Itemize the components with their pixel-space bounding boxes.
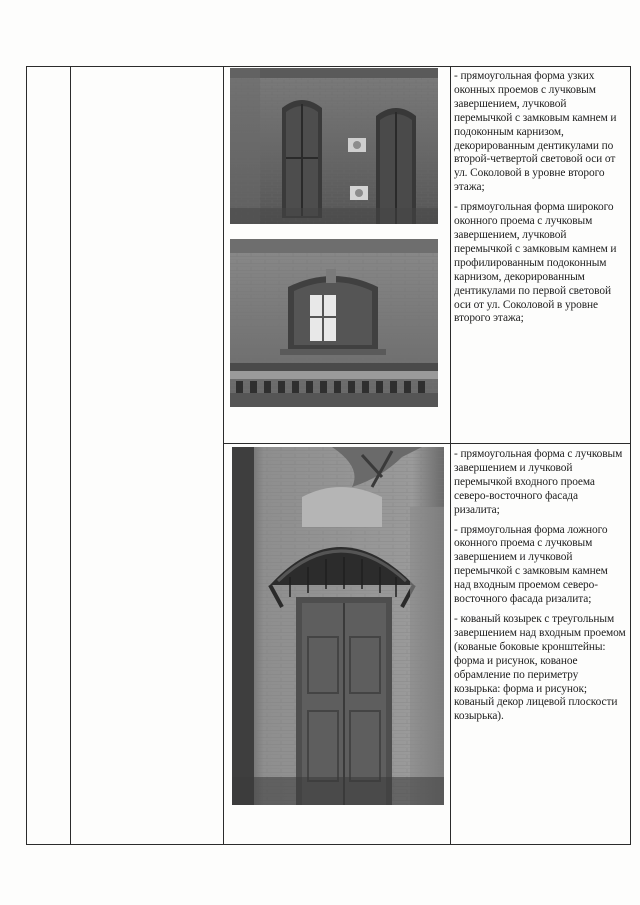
description-cell-row-2 <box>454 448 626 724</box>
entrance-door-image <box>232 447 444 805</box>
building-windows-image <box>230 68 438 224</box>
table-right-border <box>630 66 631 845</box>
table-left-border <box>26 66 27 845</box>
column-divider-2 <box>223 66 224 845</box>
description-cell-row-1 <box>454 70 626 326</box>
column-divider-1 <box>70 66 71 845</box>
column-divider-3 <box>450 66 451 845</box>
description-paragraph: - прямоугольная форма с лучковым завершением и лучковой перемычкой входного проема северо-восточного фасада ризалита; <box>454 448 623 516</box>
table-bottom-border <box>26 844 631 845</box>
description-paragraph: - прямоугольная форма узких оконных проемов с лучковым завершением, лучковой перемычкой с замковым камнем и подоконным карнизом, декорированным дентикулами по второй-четвертой световой оси от ул. Соколовой в уровне второго этажа; <box>454 70 617 194</box>
facade-windows-photo <box>230 68 438 224</box>
description-paragraph: - прямоугольная форма ложного оконного проема с лучковым завершением и лучковой перемычкой с замковым камнем над входным проемом северо-восточного фасада ризалита; <box>454 523 608 606</box>
wide-window-photo <box>230 239 438 407</box>
description-paragraph: - прямоугольная форма широкого оконного проема с лучковым завершением, лучковой перемычкой с замковым камнем и профилированным подоконным карнизом, декорированным дентикулами по первой световой оси от ул. Соколовой в уровне второго этажа; <box>454 201 617 325</box>
row-divider <box>223 443 631 444</box>
table-top-border <box>26 66 631 67</box>
entrance-canopy-photo <box>232 447 444 805</box>
description-paragraph: - кованый козырек с треугольным завершением над входным проемом (кованые боковые кронштейны: форма и рисунок, кованое обрамление по периметру козырька: форма и рисунок; кованый декор лицевой плоскости козырька). <box>454 612 626 723</box>
building-window-image <box>230 239 438 407</box>
